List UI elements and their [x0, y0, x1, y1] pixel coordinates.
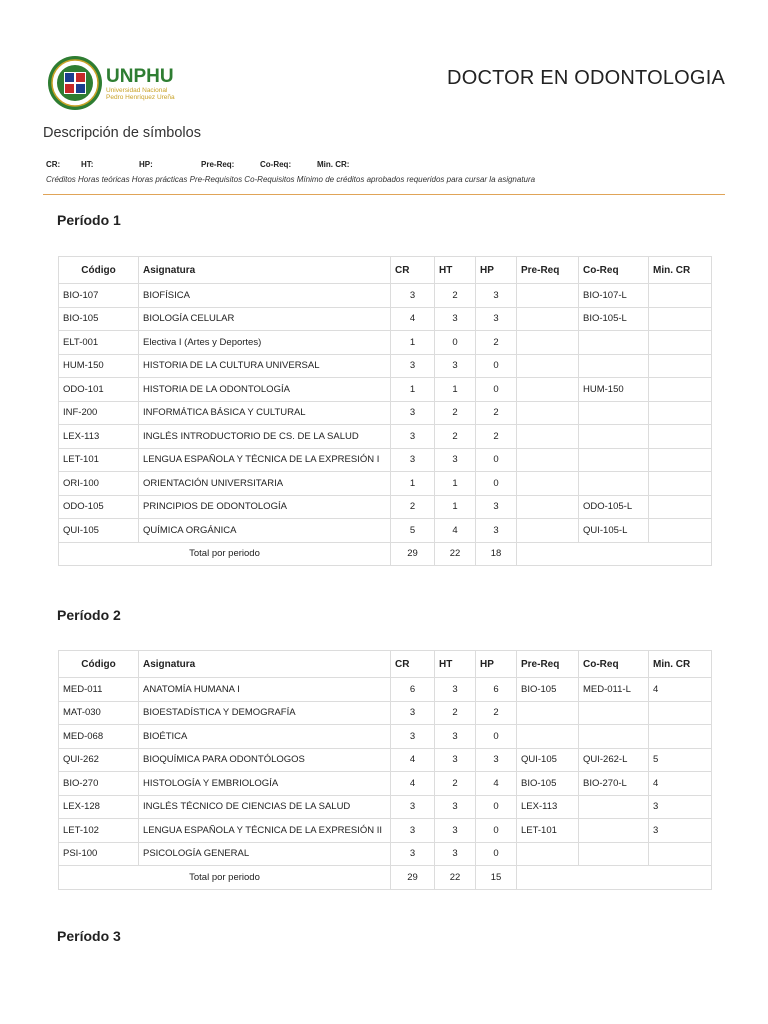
cell-ht: 2 — [435, 401, 476, 425]
period-title: Período 1 — [57, 212, 121, 228]
cell-codigo: INF-200 — [59, 401, 139, 425]
cell-codigo: LEX-113 — [59, 425, 139, 449]
cell-cr: 4 — [391, 748, 435, 772]
cell-min-cr: 3 — [649, 795, 712, 819]
unphu-logo — [46, 52, 196, 114]
col-header-min-cr: Min. CR — [649, 257, 712, 284]
cell-cr: 3 — [391, 425, 435, 449]
cell-hp: 2 — [476, 401, 517, 425]
cell-codigo: HUM-150 — [59, 354, 139, 378]
cell-asignatura: INFORMÁTICA BÁSICA Y CULTURAL — [139, 401, 391, 425]
cell-asignatura: BIOLOGÍA CELULAR — [139, 307, 391, 331]
col-header-codigo: Código — [59, 651, 139, 678]
cell-ht: 3 — [435, 819, 476, 843]
symbol-key: CR: — [46, 160, 61, 169]
cell-hp: 3 — [476, 307, 517, 331]
cell-codigo: QUI-262 — [59, 748, 139, 772]
total-label: Total por periodo — [59, 866, 391, 890]
cell-asignatura: ANATOMÍA HUMANA I — [139, 678, 391, 702]
cell-ht: 3 — [435, 307, 476, 331]
cell-hp: 0 — [476, 819, 517, 843]
cell-pre-req — [517, 331, 579, 355]
table-row — [59, 678, 712, 702]
cell-pre-req: QUI-105 — [517, 748, 579, 772]
cell-hp: 3 — [476, 519, 517, 543]
cell-pre-req — [517, 354, 579, 378]
total-label: Total por periodo — [59, 542, 391, 566]
cell-codigo: BIO-270 — [59, 772, 139, 796]
cell-min-cr — [649, 448, 712, 472]
cell-min-cr: 4 — [649, 772, 712, 796]
cell-asignatura: INGLÉS TÉCNICO DE CIENCIAS DE LA SALUD — [139, 795, 391, 819]
cell-cr: 3 — [391, 448, 435, 472]
logo-subtitle-1: Universidad Nacional — [106, 87, 168, 94]
period-1-rows — [59, 284, 712, 543]
symbol-descriptions: Créditos Horas teóricas Horas prácticas Pre-Requisitos Co-Requisitos Mínimo de créditos aprobados requeridos para cursar la asignatura — [46, 175, 536, 184]
cell-codigo: BIO-107 — [59, 284, 139, 308]
cell-ht: 2 — [435, 284, 476, 308]
cell-co-req — [579, 401, 649, 425]
cell-cr: 3 — [391, 795, 435, 819]
cell-hp: 6 — [476, 678, 517, 702]
cell-pre-req — [517, 378, 579, 402]
table-row — [59, 331, 712, 355]
cell-min-cr — [649, 495, 712, 519]
symbol-key: HP: — [139, 160, 153, 169]
total-empty — [517, 866, 712, 890]
cell-pre-req — [517, 842, 579, 866]
cell-ht: 3 — [435, 748, 476, 772]
cell-hp: 0 — [476, 725, 517, 749]
cell-ht: 2 — [435, 425, 476, 449]
cell-pre-req — [517, 307, 579, 331]
cell-pre-req — [517, 519, 579, 543]
col-header-cr: CR — [391, 651, 435, 678]
cell-co-req — [579, 819, 649, 843]
logo-subtitle-2: Pedro Henríquez Ureña — [106, 94, 175, 101]
cell-min-cr — [649, 378, 712, 402]
cell-asignatura: QUÍMICA ORGÁNICA — [139, 519, 391, 543]
cell-hp: 4 — [476, 772, 517, 796]
col-header-pre-req: Pre-Req — [517, 651, 579, 678]
cell-min-cr — [649, 472, 712, 496]
cell-pre-req — [517, 448, 579, 472]
cell-codigo: QUI-105 — [59, 519, 139, 543]
table-row — [59, 748, 712, 772]
cell-cr: 1 — [391, 331, 435, 355]
table-row — [59, 401, 712, 425]
cell-asignatura: LENGUA ESPAÑOLA Y TÉCNICA DE LA EXPRESIÓN I — [139, 448, 391, 472]
cell-min-cr — [649, 842, 712, 866]
symbols-title: Descripción de símbolos — [43, 125, 201, 141]
symbol-key: Co-Req: — [260, 160, 292, 169]
cell-min-cr — [649, 401, 712, 425]
cell-co-req — [579, 331, 649, 355]
cell-ht: 1 — [435, 472, 476, 496]
total-hp: 18 — [476, 542, 517, 566]
col-header-min-cr: Min. CR — [649, 651, 712, 678]
table-row — [59, 354, 712, 378]
cell-pre-req — [517, 701, 579, 725]
cell-hp: 0 — [476, 378, 517, 402]
col-header-ht: HT — [435, 257, 476, 284]
table-row — [59, 701, 712, 725]
cell-asignatura: ORIENTACIÓN UNIVERSITARIA — [139, 472, 391, 496]
total-ht: 22 — [435, 542, 476, 566]
table-row — [59, 842, 712, 866]
cell-codigo: LEX-128 — [59, 795, 139, 819]
cell-co-req: BIO-107-L — [579, 284, 649, 308]
cell-co-req: QUI-105-L — [579, 519, 649, 543]
cell-ht: 3 — [435, 842, 476, 866]
cell-pre-req — [517, 472, 579, 496]
logo-text: UNPHU — [106, 66, 174, 87]
cell-co-req: HUM-150 — [579, 378, 649, 402]
cell-cr: 3 — [391, 401, 435, 425]
cell-min-cr — [649, 701, 712, 725]
col-header-hp: HP — [476, 257, 517, 284]
symbol-key: Pre-Req: — [201, 160, 235, 169]
total-ht: 22 — [435, 866, 476, 890]
col-header-pre-req: Pre-Req — [517, 257, 579, 284]
cell-codigo: PSI-100 — [59, 842, 139, 866]
cell-asignatura: HISTORIA DE LA ODONTOLOGÍA — [139, 378, 391, 402]
cell-pre-req: BIO-105 — [517, 678, 579, 702]
period-2-rows — [59, 678, 712, 866]
cell-min-cr — [649, 331, 712, 355]
cell-ht: 4 — [435, 519, 476, 543]
total-cr: 29 — [391, 866, 435, 890]
cell-pre-req — [517, 425, 579, 449]
cell-min-cr — [649, 519, 712, 543]
col-header-ht: HT — [435, 651, 476, 678]
cell-ht: 3 — [435, 678, 476, 702]
cell-asignatura: HISTOLOGÍA Y EMBRIOLOGÍA — [139, 772, 391, 796]
cell-asignatura: Electiva I (Artes y Deportes) — [139, 331, 391, 355]
cell-pre-req — [517, 284, 579, 308]
col-header-codigo: Código — [59, 257, 139, 284]
cell-asignatura: PSICOLOGÍA GENERAL — [139, 842, 391, 866]
col-header-co-req: Co-Req — [579, 651, 649, 678]
cell-asignatura: BIOFÍSICA — [139, 284, 391, 308]
cell-min-cr — [649, 725, 712, 749]
period-title: Período 3 — [57, 928, 121, 944]
cell-min-cr: 3 — [649, 819, 712, 843]
cell-co-req — [579, 842, 649, 866]
period-title: Período 2 — [57, 607, 121, 623]
cell-codigo: LET-102 — [59, 819, 139, 843]
symbol-key: HT: — [81, 160, 94, 169]
cell-codigo: ELT-001 — [59, 331, 139, 355]
cell-co-req — [579, 795, 649, 819]
total-cr: 29 — [391, 542, 435, 566]
cell-hp: 3 — [476, 495, 517, 519]
cell-cr: 2 — [391, 495, 435, 519]
cell-hp: 0 — [476, 448, 517, 472]
col-header-asignatura: Asignatura — [139, 257, 391, 284]
cell-hp: 2 — [476, 701, 517, 725]
table-row — [59, 725, 712, 749]
cell-co-req — [579, 472, 649, 496]
cell-codigo: MED-011 — [59, 678, 139, 702]
cell-hp: 0 — [476, 472, 517, 496]
cell-asignatura: HISTORIA DE LA CULTURA UNIVERSAL — [139, 354, 391, 378]
cell-min-cr: 5 — [649, 748, 712, 772]
cell-pre-req: LET-101 — [517, 819, 579, 843]
cell-ht: 3 — [435, 448, 476, 472]
cell-ht: 3 — [435, 354, 476, 378]
total-hp: 15 — [476, 866, 517, 890]
cell-min-cr — [649, 307, 712, 331]
cell-min-cr: 4 — [649, 678, 712, 702]
page-header — [0, 0, 768, 120]
table-row — [59, 378, 712, 402]
cell-asignatura: INGLÉS INTRODUCTORIO DE CS. DE LA SALUD — [139, 425, 391, 449]
cell-hp: 0 — [476, 354, 517, 378]
table-row — [59, 307, 712, 331]
table-row — [59, 495, 712, 519]
table-row — [59, 448, 712, 472]
cell-cr: 1 — [391, 378, 435, 402]
cell-cr: 1 — [391, 472, 435, 496]
table-row — [59, 795, 712, 819]
total-row — [59, 866, 712, 890]
cell-asignatura: PRINCIPIOS DE ODONTOLOGÍA — [139, 495, 391, 519]
cell-cr: 3 — [391, 284, 435, 308]
cell-asignatura: BIOÉTICA — [139, 725, 391, 749]
cell-codigo: MED-068 — [59, 725, 139, 749]
col-header-asignatura: Asignatura — [139, 651, 391, 678]
cell-min-cr — [649, 425, 712, 449]
cell-hp: 3 — [476, 284, 517, 308]
cell-ht: 3 — [435, 725, 476, 749]
cell-codigo: BIO-105 — [59, 307, 139, 331]
cell-cr: 3 — [391, 842, 435, 866]
table-header-row — [59, 651, 712, 678]
cell-cr: 3 — [391, 354, 435, 378]
cell-pre-req: BIO-105 — [517, 772, 579, 796]
cell-ht: 1 — [435, 378, 476, 402]
cell-cr: 3 — [391, 725, 435, 749]
cell-cr: 6 — [391, 678, 435, 702]
period-1-table — [58, 256, 712, 566]
total-row — [59, 542, 712, 566]
cell-hp: 2 — [476, 331, 517, 355]
cell-cr: 3 — [391, 819, 435, 843]
cell-co-req — [579, 725, 649, 749]
cell-co-req — [579, 425, 649, 449]
total-empty — [517, 542, 712, 566]
cell-min-cr — [649, 354, 712, 378]
table-row — [59, 425, 712, 449]
cell-codigo: ODO-101 — [59, 378, 139, 402]
col-header-cr: CR — [391, 257, 435, 284]
cell-ht: 3 — [435, 795, 476, 819]
table-row — [59, 519, 712, 543]
cell-hp: 0 — [476, 795, 517, 819]
table-row — [59, 819, 712, 843]
section-divider — [43, 194, 725, 195]
cell-co-req: BIO-105-L — [579, 307, 649, 331]
period-2-table — [58, 650, 712, 890]
cell-pre-req: LEX-113 — [517, 795, 579, 819]
cell-cr: 5 — [391, 519, 435, 543]
col-header-co-req: Co-Req — [579, 257, 649, 284]
cell-codigo: LET-101 — [59, 448, 139, 472]
cell-cr: 3 — [391, 701, 435, 725]
cell-hp: 0 — [476, 842, 517, 866]
cell-ht: 0 — [435, 331, 476, 355]
cell-co-req: ODO-105-L — [579, 495, 649, 519]
cell-codigo: MAT-030 — [59, 701, 139, 725]
table-header-row — [59, 257, 712, 284]
cell-pre-req — [517, 725, 579, 749]
cell-ht: 2 — [435, 701, 476, 725]
cell-co-req: QUI-262-L — [579, 748, 649, 772]
cell-hp: 3 — [476, 748, 517, 772]
cell-ht: 1 — [435, 495, 476, 519]
col-header-hp: HP — [476, 651, 517, 678]
document-title: DOCTOR EN ODONTOLOGIA — [447, 67, 725, 89]
cell-co-req — [579, 448, 649, 472]
symbol-key: Min. CR: — [317, 160, 350, 169]
table-row — [59, 284, 712, 308]
cell-codigo: ODO-105 — [59, 495, 139, 519]
cell-asignatura: BIOESTADÍSTICA Y DEMOGRAFÍA — [139, 701, 391, 725]
cell-codigo: ORI-100 — [59, 472, 139, 496]
table-row — [59, 472, 712, 496]
cell-cr: 4 — [391, 307, 435, 331]
cell-co-req: BIO-270-L — [579, 772, 649, 796]
table-row — [59, 772, 712, 796]
cell-min-cr — [649, 284, 712, 308]
cell-cr: 4 — [391, 772, 435, 796]
cell-co-req — [579, 354, 649, 378]
cell-co-req: MED-011-L — [579, 678, 649, 702]
cell-co-req — [579, 701, 649, 725]
cell-hp: 2 — [476, 425, 517, 449]
cell-asignatura: BIOQUÍMICA PARA ODONTÓLOGOS — [139, 748, 391, 772]
cell-pre-req — [517, 495, 579, 519]
cell-asignatura: LENGUA ESPAÑOLA Y TÉCNICA DE LA EXPRESIÓN II — [139, 819, 391, 843]
cell-pre-req — [517, 401, 579, 425]
cell-ht: 2 — [435, 772, 476, 796]
